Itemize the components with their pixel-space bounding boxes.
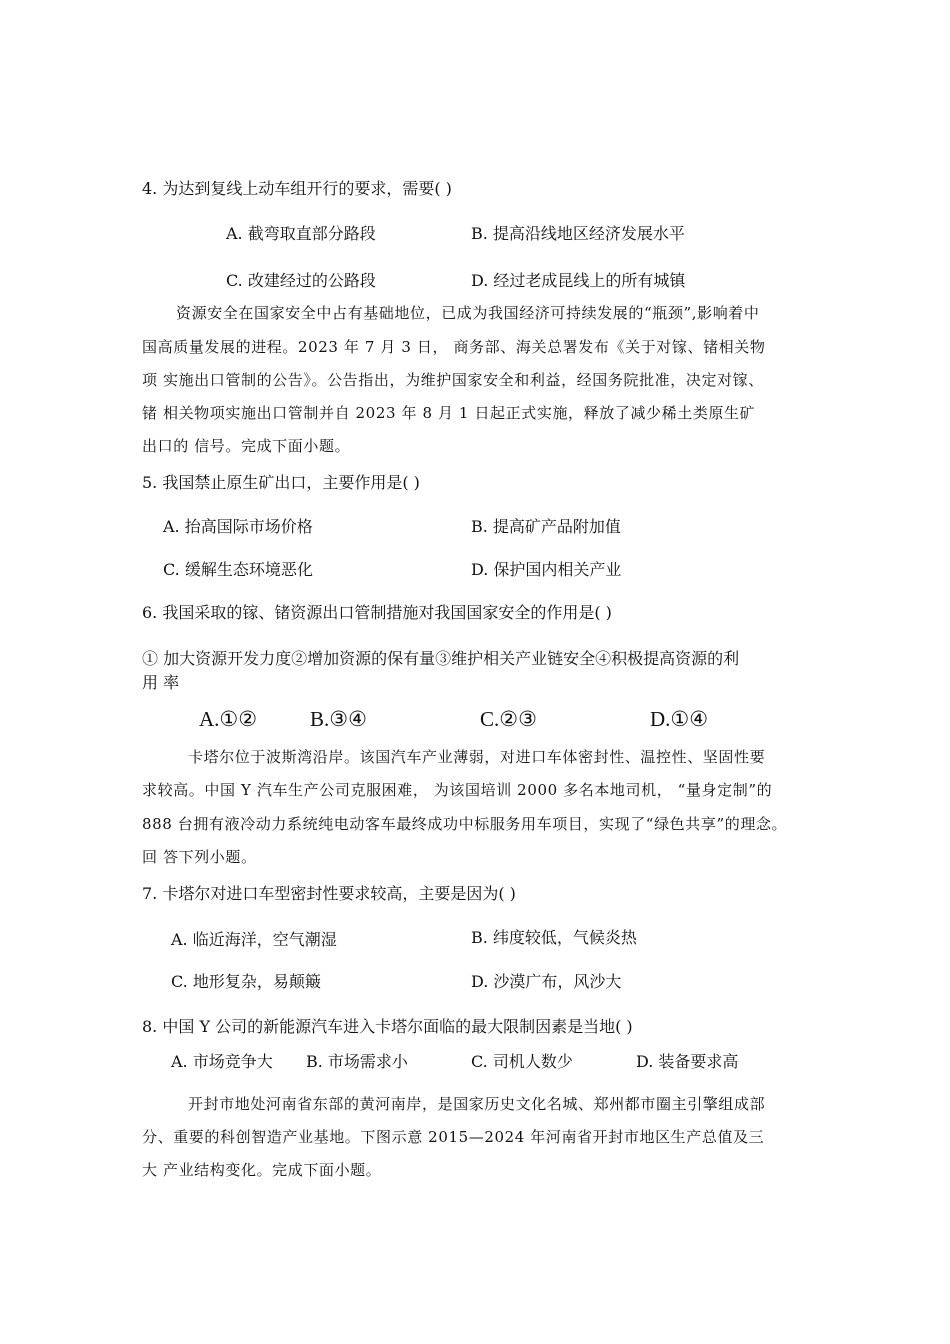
passage-2-line-3: 888 台拥有液冷动力系统纯电动客车最终成功中标服务用车项目，实现了“绿色共享”的理念。 [142, 815, 788, 833]
question-4-option-b[interactable]: B. 提高沿线地区经济发展水平 [471, 224, 685, 243]
passage-2-line-4: 回 答下列小题。 [142, 848, 257, 866]
question-6-option-b[interactable]: B.③④ [310, 707, 367, 731]
passage-3-line-2: 分、重要的科创智造产业基地。下图示意 2015—2024 年河南省开封市地区生产总值及三 [142, 1128, 765, 1146]
question-5-stem: 5. 我国禁止原生矿出口，主要作用是( ) [142, 473, 420, 492]
question-8-option-c[interactable]: C. 司机人数少 [471, 1052, 573, 1071]
question-7-option-a[interactable]: A. 临近海洋，空气潮湿 [171, 930, 337, 949]
question-4-option-a[interactable]: A. 截弯取直部分路段 [226, 224, 376, 243]
question-5-option-c[interactable]: C. 缓解生态环境恶化 [163, 560, 313, 579]
question-6-option-d[interactable]: D.①④ [650, 707, 709, 731]
question-8-option-b[interactable]: B. 市场需求小 [306, 1052, 408, 1071]
question-4-option-d[interactable]: D. 经过老成昆线上的所有城镇 [471, 271, 686, 290]
question-6-option-a[interactable]: A.①② [199, 707, 258, 731]
question-7-stem: 7. 卡塔尔对进口车型密封性要求较高，主要是因为( ) [142, 884, 516, 903]
question-6-option-c[interactable]: C.②③ [480, 707, 537, 731]
passage-3-line-1: 开封市地处河南省东部的黄河南岸，是国家历史文化名城、郑州都市圈主引擎组成部 [188, 1095, 766, 1113]
passage-1-line-2: 国高质量发展的进程。2023 年 7 月 3 日， 商务部、海关总署发布《关于对镓、锗相关物 [142, 338, 766, 356]
passage-1-line-3: 项 实施出口管制的公告》。公告指出，为维护国家安全和利益，经国务院批准，决定对镓、 [142, 371, 764, 389]
passage-2-line-2: 求较高。中国 Y 汽车生产公司克服困难， 为该国培训 2000 多名本地司机， “量身定制”的 [142, 781, 773, 799]
question-4-stem: 4. 为达到复线上动车组开行的要求，需要( ) [142, 179, 452, 198]
question-7-option-d[interactable]: D. 沙漠广布，风沙大 [471, 972, 622, 991]
question-8-option-d[interactable]: D. 装备要求高 [636, 1052, 739, 1071]
passage-1-line-1: 资源安全在国家安全中占有基础地位，已成为我国经济可持续发展的“瓶颈”,影响着中 [176, 304, 760, 322]
question-5-option-b[interactable]: B. 提高矿产品附加值 [471, 517, 621, 536]
question-8-option-a[interactable]: A. 市场竞争大 [171, 1052, 273, 1071]
question-5-option-d[interactable]: D. 保护国内相关产业 [471, 560, 622, 579]
question-7-option-b[interactable]: B. 纬度较低，气候炎热 [471, 928, 637, 947]
passage-1-line-5: 出口的 信号。完成下面小题。 [142, 437, 351, 455]
passage-2-line-1: 卡塔尔位于波斯湾沿岸。该国汽车产业薄弱，对进口车体密封性、温控性、坚固性要 [188, 748, 766, 766]
question-8-stem: 8. 中国 Y 公司的新能源汽车进入卡塔尔面临的最大限制因素是当地( ) [142, 1017, 633, 1036]
passage-3-line-3: 大 产业结构变化。完成下面小题。 [142, 1161, 382, 1179]
question-5-option-a[interactable]: A. 抬高国际市场价格 [163, 517, 313, 536]
question-4-option-c[interactable]: C. 改建经过的公路段 [226, 271, 376, 290]
question-6-stem: 6. 我国采取的镓、锗资源出口管制措施对我国国家安全的作用是( ) [142, 603, 612, 622]
question-7-option-c[interactable]: C. 地形复杂，易颠簸 [171, 972, 321, 991]
passage-1-line-4: 锗 相关物项实施出口管制并自 2023 年 8 月 1 日起正式实施，释放了减少稀土类原生矿 [142, 404, 756, 422]
question-6-items-line-1: ① 加大资源开发力度②增加资源的保有量③维护相关产业链安全④积极提高资源的利 [142, 649, 740, 668]
question-6-items-line-2: 用 率 [142, 673, 180, 692]
